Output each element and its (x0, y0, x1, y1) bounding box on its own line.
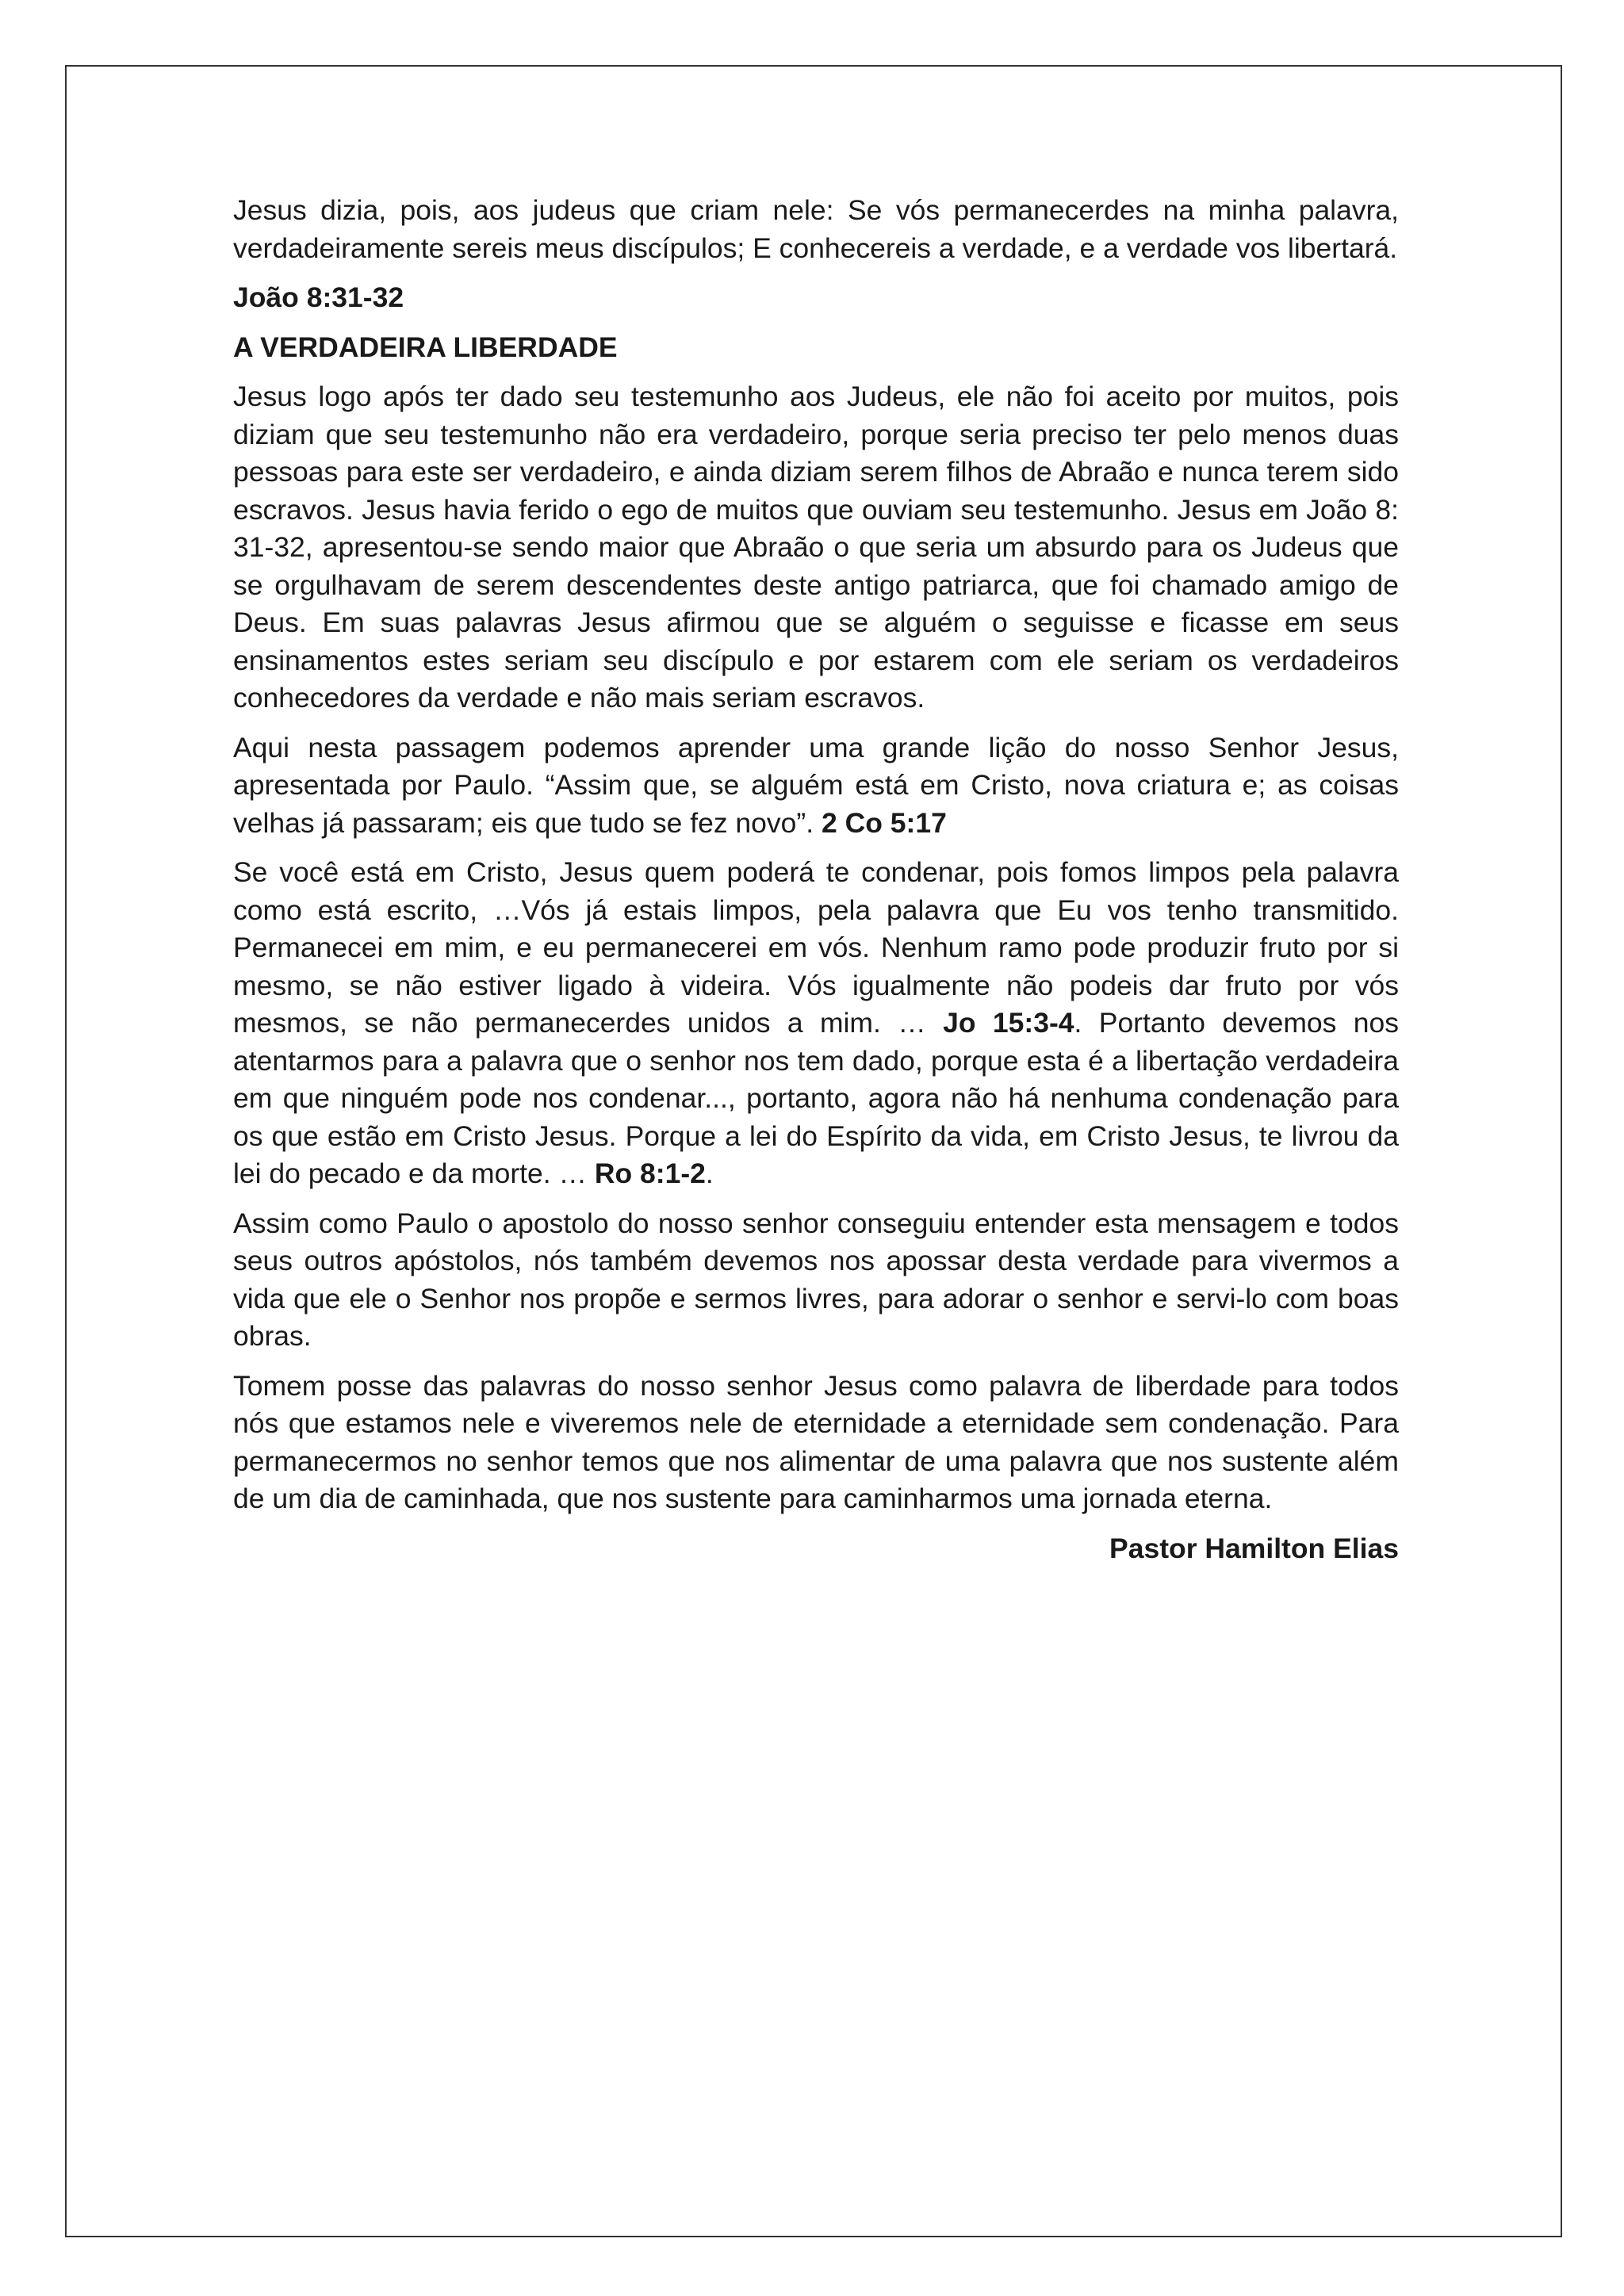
verse-reference: João 8:31-32 (233, 281, 404, 313)
epigraph-verse: Jesus dizia, pois, aos judeus que criam nele: Se vós permanecerdes na minha palavra, verdadeiramente sereis meus discípulos; E conhecereis a verdade, e a verdade vos libertará. (233, 194, 1399, 264)
signature: Pastor Hamilton Elias (1109, 1532, 1399, 1564)
paragraph-3-part-2: . Portanto devemos nos atentarmos para a palavra que o senhor nos tem dado, porque esta é a libertação verdadeira em que ninguém pode nos condenar..., portanto, agora não há nenhuma condenação para os que estão em Cristo Jesus. Porque a lei do Espírito da vida, em Cristo Jesus, te livrou da lei do pecado e da morte. … (233, 1007, 1399, 1189)
paragraph-2-text: Aqui nesta passagem podemos aprender uma grande lição do nosso Senhor Jesus, apresentada por Paulo. “Assim que, se alguém está em Cristo, nova criatura e; as coisas velhas já passaram; eis que tudo se fez novo”. (233, 731, 1399, 839)
paragraph-4: Assim como Paulo o apostolo do nosso senhor conseguiu entender esta mensagem e todos seus outros apóstolos, nós também devemos nos apossar desta verdade para vivermos a vida que ele o Senhor nos propõe e sermos livres, para adorar o senhor e servi-lo com boas obras. (233, 1207, 1399, 1352)
paragraph-3-part-3: . (705, 1158, 714, 1189)
document-body (233, 192, 1399, 1579)
paragraph-5: Tomem posse das palavras do nosso senhor Jesus como palavra de liberdade para todos nós que estamos nele e viveremos nele de eternidade a eternidade sem condenação. Para permanecermos no senhor temos que nos alimentar de uma palavra que nos sustente além de um dia de caminhada, que nos sustente para caminharmos uma jornada eterna. (233, 1369, 1399, 1514)
paragraph-1: Jesus logo após ter dado seu testemunho aos Judeus, ele não foi aceito por muitos, pois diziam que seu testemunho não era verdadeiro, porque seria preciso ter pelo menos duas pessoas para este ser verdadeiro, e ainda diziam serem filhos de Abraão e nunca terem sido escravos. Jesus havia ferido o ego de muitos que ouviam seu testemunho. Jesus em João 8: 31-32, apresentou-se sendo maior que Abraão o que seria um absurdo para os Judeus que se orgulhavam de serem descendentes deste antigo patriarca, que foi chamado amigo de Deus. Em suas palavras Jesus afirmou que se alguém o seguisse e ficasse em seus ensinamentos estes seriam seu discípulo e por estarem com ele seriam os verdadeiros conhecedores da verdade e não mais seriam escravos. (233, 381, 1399, 714)
paragraph-2 (233, 729, 1399, 843)
document-title: A VERDADEIRA LIBERDADE (233, 331, 618, 363)
paragraph-2-reference: 2 Co 5:17 (821, 806, 947, 839)
paragraph-3 (233, 854, 1399, 1193)
paragraph-3-reference-1: Jo 15:3-4 (943, 1007, 1074, 1039)
paragraph-3-reference-2: Ro 8:1-2 (594, 1158, 706, 1189)
paragraph-3-part-1: Se você está em Cristo, Jesus quem poderá te condenar, pois fomos limpos pela palavra como está escrito, …Vós já estais limpos, pela palavra que Eu vos tenho transmitido. Permanecei em mim, e eu permanecerei em vós. Nenhum ramo pode produzir fruto por si mesmo, se não estiver ligado à videira. Vós igualmente não podeis dar fruto por vós mesmos, se não permanecerdes unidos a mim. … (233, 856, 1399, 1039)
